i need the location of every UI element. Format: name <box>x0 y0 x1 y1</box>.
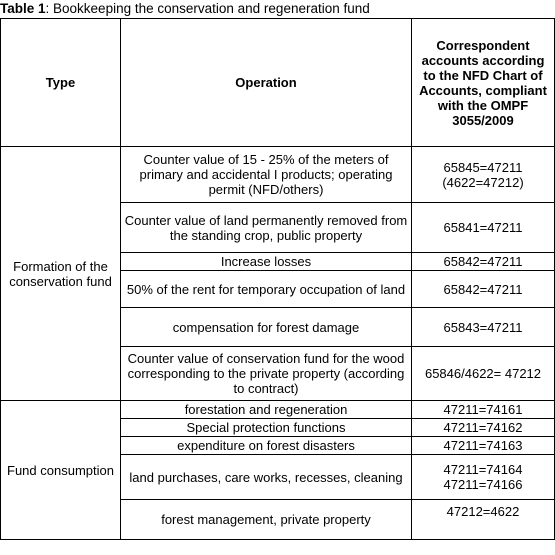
table-row <box>1 401 555 419</box>
operation-cell: Counter value of conservation fund for the wood corresponding to the private property (according to contract) <box>121 347 412 401</box>
header-accounts: Correspondent accounts according to the NFD Chart of Accounts, compliant with the OMPF 3055/2009 <box>412 19 555 147</box>
operation-cell: Special protection functions <box>121 419 412 437</box>
account-cell: 65843=47211 <box>412 308 555 347</box>
table-row <box>1 147 555 203</box>
account-cell <box>412 147 555 203</box>
account-value: 65845=47211 <box>443 159 523 175</box>
account-cell: 65846/4622= 47212 <box>412 347 555 401</box>
operation-cell: compensation for forest damage <box>121 308 412 347</box>
conservation-fund-table <box>0 18 555 540</box>
account-cell: 65841=47211 <box>412 203 555 253</box>
account-cell: 47211=74163 <box>412 437 555 455</box>
operation-cell: Increase losses <box>121 253 412 271</box>
account-value-secondary: (4622=47212) <box>442 174 524 190</box>
account-cell: 47211=74161 <box>412 401 555 419</box>
operation-cell: Counter value of 15 - 25% of the meters of primary and accidental I products; operating permit (NFD/others) <box>121 147 412 203</box>
account-cell: 65842=47211 <box>412 271 555 308</box>
account-cell: 65842=47211 <box>412 253 555 271</box>
group-type-cell: Formation of the conservation fund <box>1 147 121 401</box>
table-header-row <box>1 19 555 147</box>
account-value: 47211=74164 <box>443 462 523 477</box>
operation-cell: expenditure on forest disasters <box>121 437 412 455</box>
operation-cell: land purchases, care works, recesses, cleaning <box>121 455 412 500</box>
table-caption-text: : Bookkeeping the conservation and regeneration fund <box>45 1 370 16</box>
account-cell: 47212=4622 <box>412 500 555 540</box>
operation-cell: forestation and regeneration <box>121 401 412 419</box>
header-type: Type <box>1 19 121 147</box>
table-caption-label: Table 1 <box>0 1 46 16</box>
account-cell: 47211=74162 <box>412 419 555 437</box>
account-cell <box>412 455 555 500</box>
group-type-cell: Fund consumption <box>1 401 121 540</box>
table-caption <box>0 1 370 17</box>
header-operation: Operation <box>121 19 412 147</box>
operation-cell: 50% of the rent for temporary occupation of land <box>121 271 412 308</box>
operation-cell: Counter value of land permanently removed from the standing crop, public property <box>121 203 412 253</box>
account-value-secondary: 47211=74166 <box>443 477 523 492</box>
operation-cell: forest management, private property <box>121 500 412 540</box>
